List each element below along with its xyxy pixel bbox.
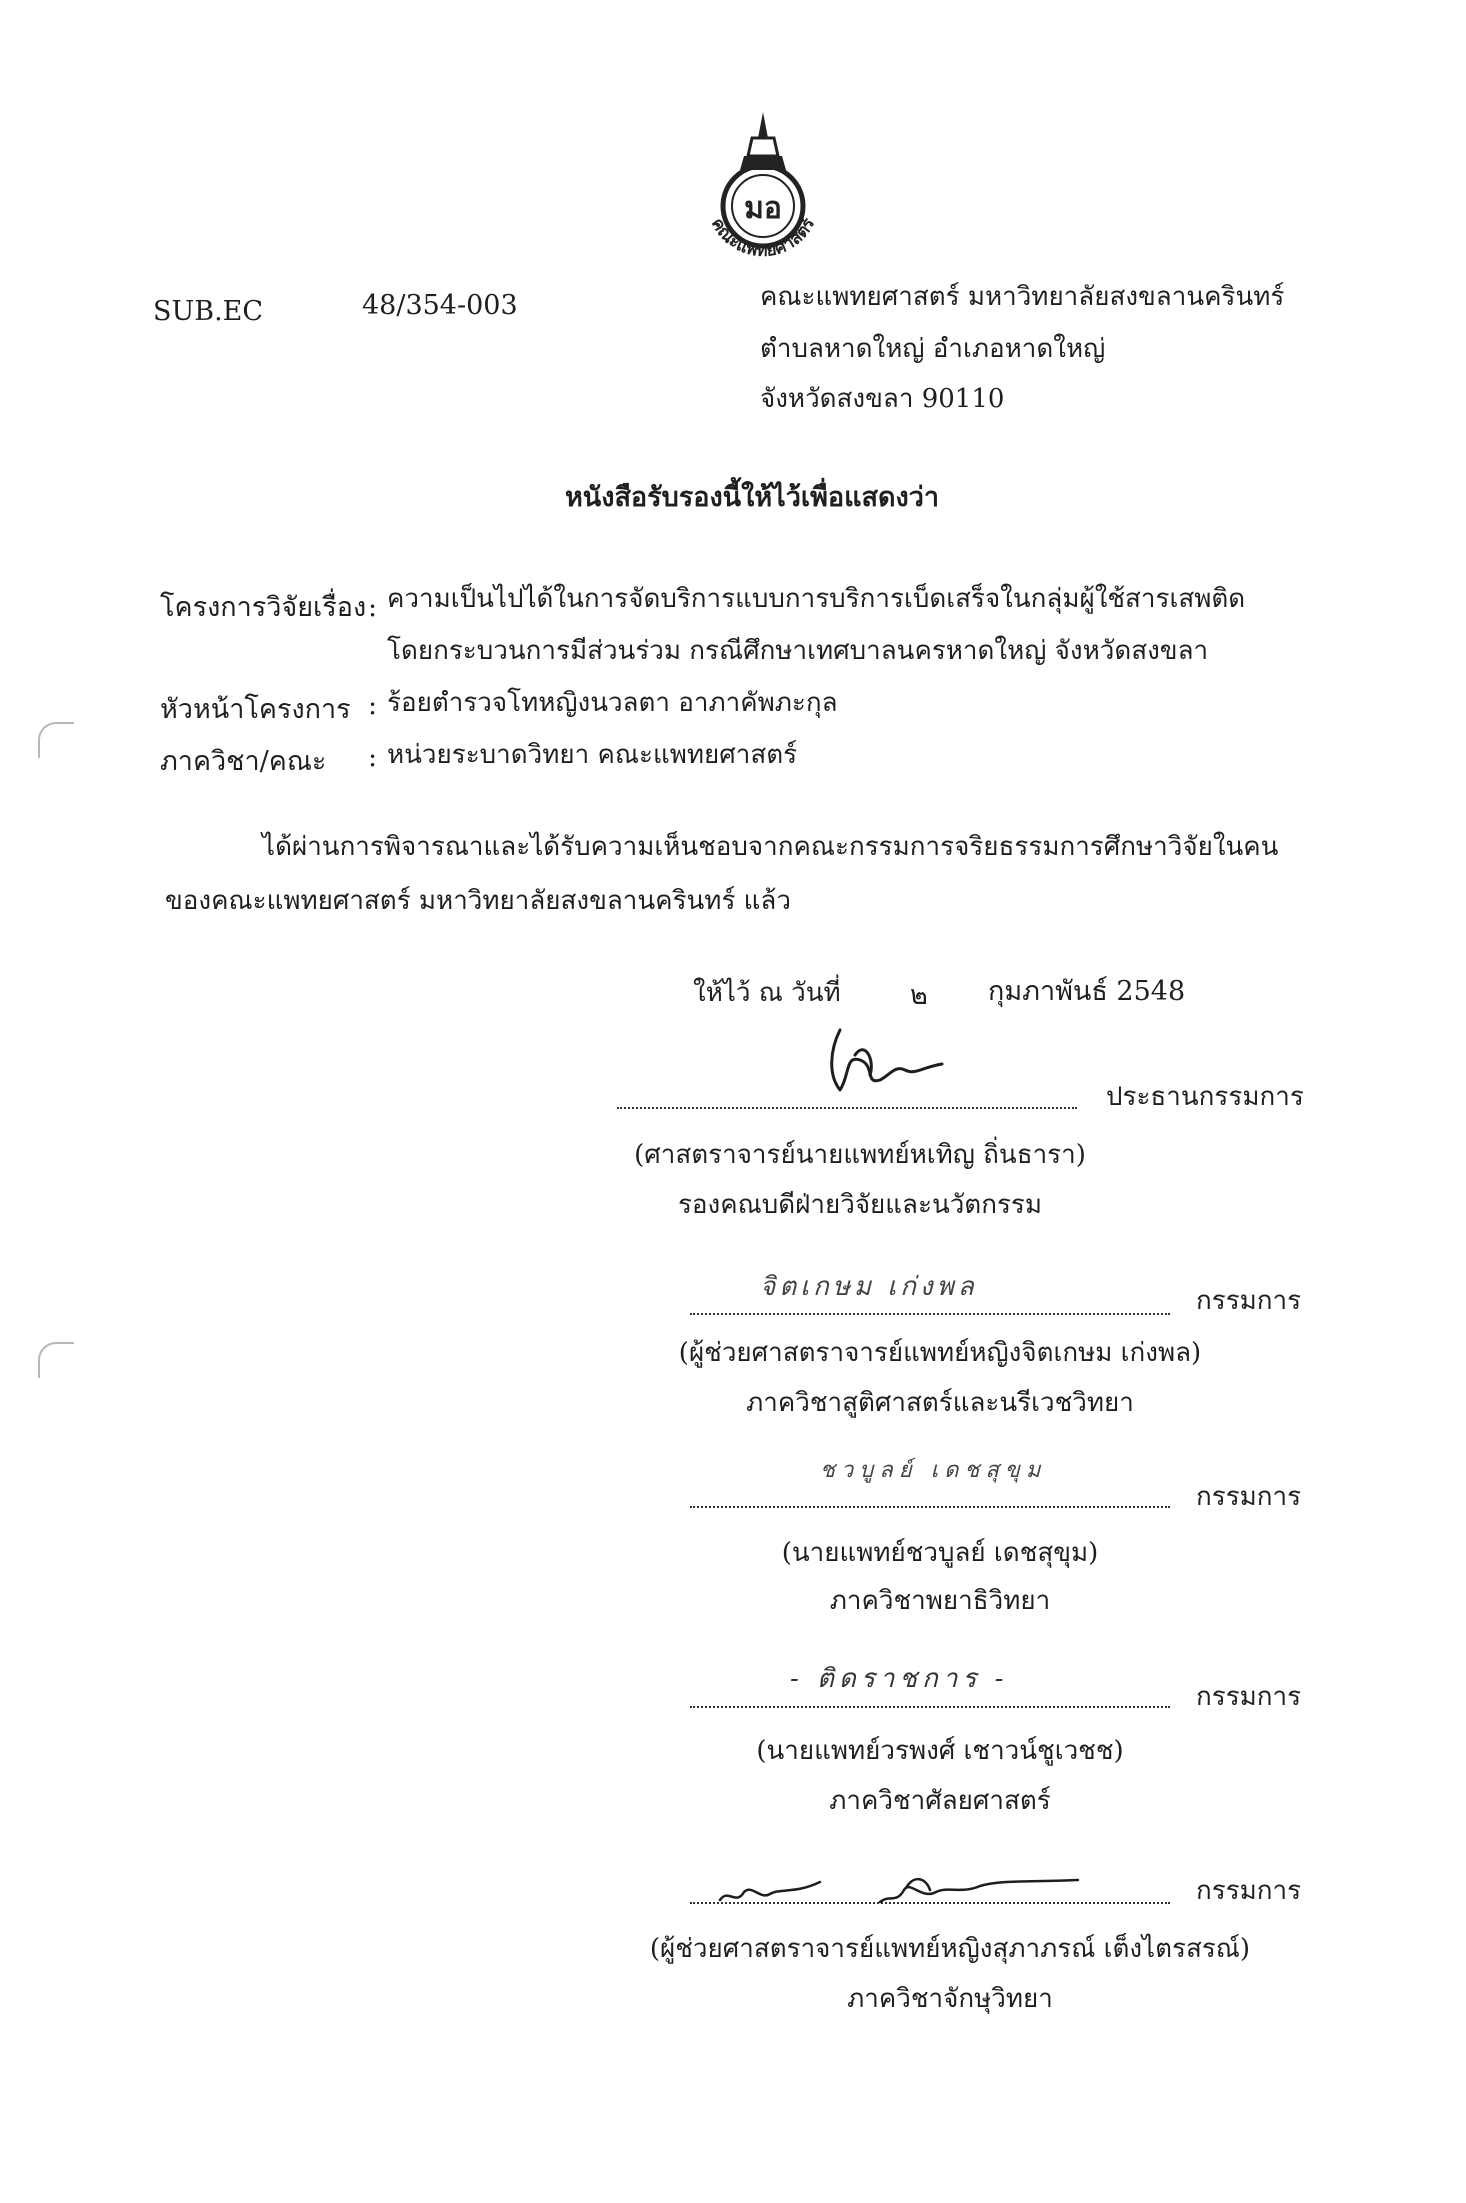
signature-line: [690, 1902, 1170, 1904]
address-line-2: ตำบลหาดใหญ่ อำเภอหาดใหญ่: [760, 334, 1106, 364]
detail-colon: :: [368, 742, 378, 773]
detail-colon: :: [368, 690, 378, 721]
signatory-position: ภาควิชาศัลยศาสตร์: [829, 1786, 1051, 1816]
signatory-name: (นายแพทย์ชวบูลย์ เดชสุขุม): [781, 1538, 1099, 1568]
signature-line: [617, 1107, 1077, 1109]
dept-value: หน่วยระบาดวิทยา คณะแพทยศาสตร์: [387, 740, 798, 770]
hole-punch-mark: [38, 722, 74, 758]
signatory-position: รองคณบดีฝ่ายวิจัยและนวัตกรรม: [677, 1190, 1043, 1220]
project-label: โครงการวิจัยเรื่อง: [160, 592, 367, 623]
reference-code: SUB.EC: [153, 296, 264, 327]
approval-statement-line-1: ได้ผ่านการพิจารณาและได้รับความเห็นชอบจากคณะกรรมการจริยธรรมการศึกษาวิจัยในคน: [262, 832, 1279, 862]
signatory-position: ภาควิชาพยาธิวิทยา: [829, 1586, 1051, 1616]
approval-statement-line-2: ของคณะแพทยศาสตร์ มหาวิทยาลัยสงขลานครินทร์ แล้ว: [165, 886, 791, 916]
project-title-line-1: ความเป็นไปได้ในการจัดบริการแบบการบริการเบ็ดเสร็จในกลุ่มผู้ใช้สารเสพติด: [387, 584, 1246, 614]
signature-line: [690, 1706, 1170, 1708]
svg-text:คณะแพทยศาสตร์: คณะแพทยศาสตร์: [706, 214, 820, 262]
signatory-role: กรรมการ: [1196, 1682, 1302, 1712]
date-month-year: กุมภาพันธ์ 2548: [988, 976, 1186, 1007]
svg-text:มอ: มอ: [744, 191, 782, 226]
signatory-role: กรรมการ: [1196, 1286, 1302, 1316]
date-day: ๒: [910, 980, 928, 1011]
signatory-position: ภาควิชาจักษุวิทยา: [847, 1984, 1053, 2014]
address-line-3: จังหวัดสงขลา 90110: [760, 384, 1005, 414]
signatory-role: กรรมการ: [1196, 1876, 1302, 1906]
hole-punch-mark: [38, 1342, 74, 1378]
head-label: หัวหน้าโครงการ: [160, 694, 351, 725]
address-line-1: คณะแพทยศาสตร์ มหาวิทยาลัยสงขลานครินทร์: [760, 282, 1285, 312]
date-prefix: ให้ไว้ ณ วันที่: [693, 978, 841, 1008]
signature-handwritten: จิตเกษม เก่งพล: [760, 1272, 978, 1302]
signatory-name: (ศาสตราจารย์นายแพทย์หเทิญ ถิ่นธารา): [634, 1140, 1086, 1170]
signatory-name: (นายแพทย์วรพงศ์ เชาวน์ชูเวชช): [756, 1736, 1124, 1766]
signature-member-5: [700, 1860, 1100, 1924]
signatory-name: (ผู้ช่วยศาสตราจารย์แพทย์หญิงสุภาภรณ์ เต็งไตรสรณ์): [649, 1934, 1251, 1964]
signatory-role: ประธานกรรมการ: [1106, 1082, 1304, 1112]
university-seal-icon: [688, 108, 838, 278]
signature-handwritten: - ติดราชการ -: [790, 1664, 1009, 1694]
signatory-name: (ผู้ช่วยศาสตราจารย์แพทย์หญิงจิตเกษม เก่งพล): [678, 1338, 1202, 1368]
reference-number: 48/354-003: [362, 290, 518, 321]
signature-line: [690, 1506, 1170, 1508]
signature-chairman: [820, 1020, 950, 1104]
dept-label: ภาควิชา/คณะ: [160, 746, 327, 777]
signatory-role: กรรมการ: [1196, 1482, 1302, 1512]
project-title-line-2: โดยกระบวนการมีส่วนร่วม กรณีศึกษาเทศบาลนครหาดใหญ่ จังหวัดสงขลา: [387, 636, 1209, 666]
signature-line: [690, 1313, 1170, 1315]
detail-colon: :: [368, 592, 378, 623]
head-value: ร้อยตำรวจโทหญิงนวลตา อาภาคัพภะกุล: [387, 688, 838, 718]
signature-handwritten: ชวบูลย์ เดชสุขุม: [820, 1458, 1047, 1483]
signatory-position: ภาควิชาสูติศาสตร์และนรีเวชวิทยา: [746, 1388, 1134, 1418]
document-title: หนังสือรับรองนี้ให้ไว้เพื่อแสดงว่า: [565, 482, 940, 513]
